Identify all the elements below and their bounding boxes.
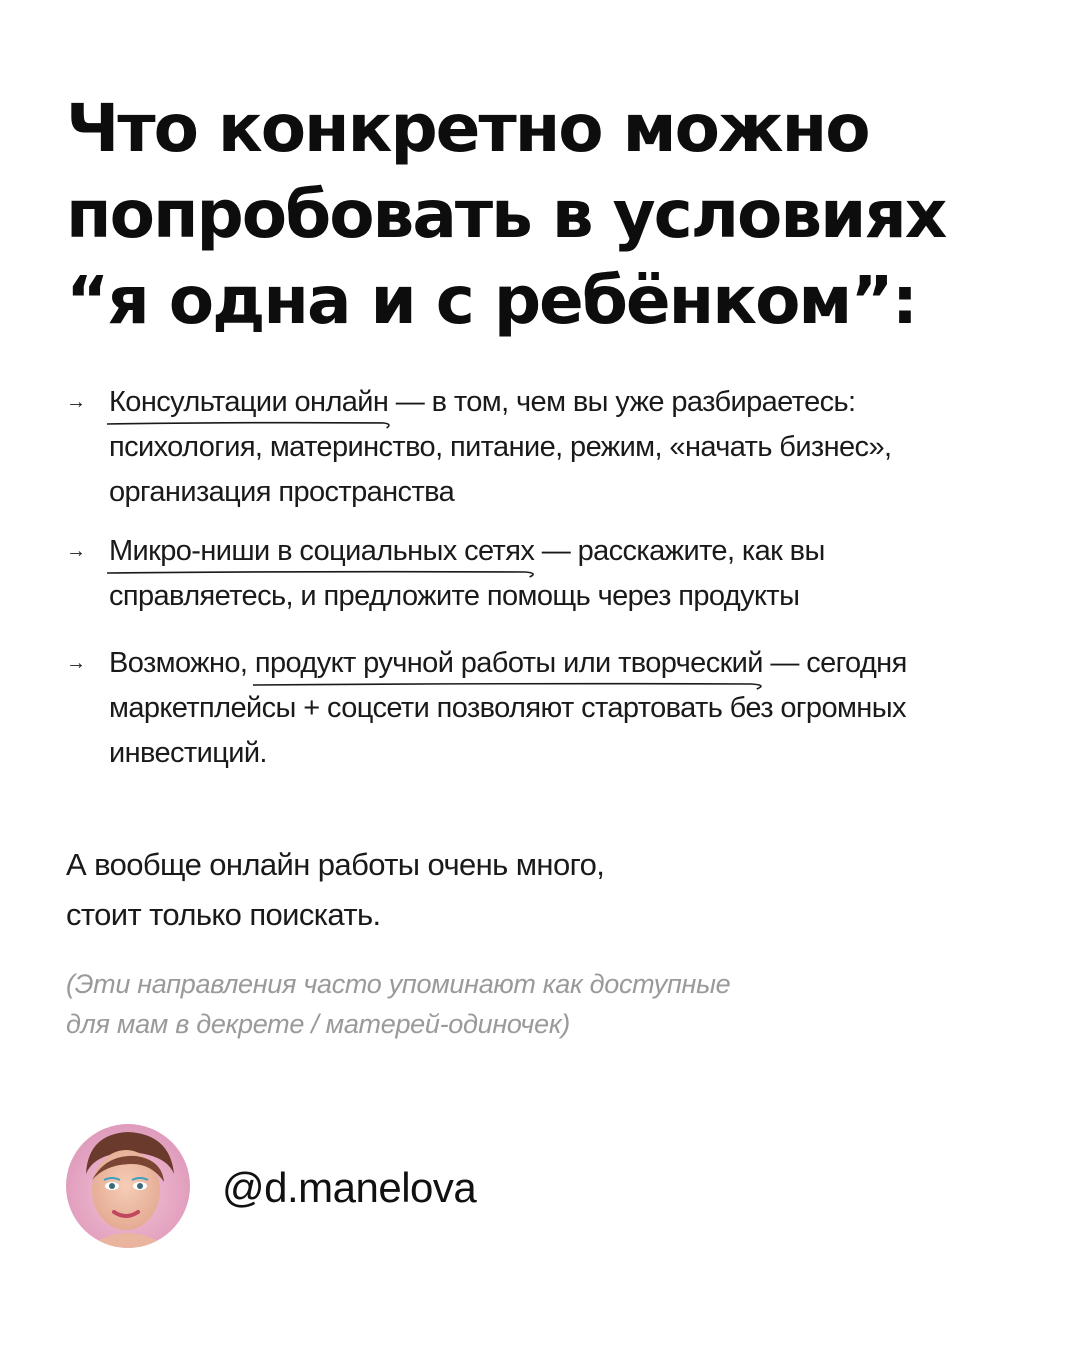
author-handle[interactable]: @d.manelova (222, 1164, 477, 1211)
footnote-line-2: для мам в декрете / матерей-одиночек) (66, 1009, 570, 1039)
item-text-after: — в том, чем вы уже разбираетесь: психология, материнство, питание, режим, «начать бизнес», организация пространства (109, 386, 892, 508)
title-line-3: “я одна и с ребёнком”: (66, 262, 917, 339)
item-text-after: — расскажите, как вы справляетесь, и предложите помощь через продукты (109, 535, 825, 612)
title-line-1: Что конкретно можно (66, 90, 869, 167)
closing-line-1: А вообще онлайн работы очень много, (66, 847, 605, 882)
item-highlight (109, 529, 534, 574)
footnote (66, 964, 966, 1044)
avatar[interactable] (66, 1124, 190, 1248)
underline-stroke (253, 680, 767, 692)
idea-list (66, 380, 1016, 790)
item-highlight-text: продукт ручной работы или творческий (254, 647, 763, 679)
list-item (66, 641, 1016, 776)
underline-stroke (107, 419, 392, 431)
item-text-before: Возможно, (109, 647, 255, 679)
item-highlight (255, 641, 763, 686)
arrow-right-icon: → (66, 391, 86, 413)
item-text-after: — сегодня маркетплейсы + соцсети позволяют стартовать без огромных инвестиций. (109, 647, 907, 769)
list-item (66, 380, 1016, 515)
item-highlight-text: Консультации онлайн (109, 386, 389, 418)
item-highlight (109, 380, 388, 425)
closing-line-2: стоит только поискать. (66, 897, 381, 932)
footnote-line-1: (Эти направления часто упоминают как доступные (66, 969, 731, 999)
arrow-right-icon: → (66, 540, 86, 562)
title-line-2: попробовать в условиях (66, 176, 946, 253)
underline-stroke (107, 568, 538, 580)
arrow-right-icon: → (66, 652, 86, 674)
closing-paragraph (66, 840, 966, 940)
item-highlight-text: Микро-ниши в социальных сетях (109, 535, 535, 567)
page-title (66, 86, 1026, 344)
list-item (66, 529, 1016, 619)
avatar-portrait-image (66, 1124, 190, 1248)
